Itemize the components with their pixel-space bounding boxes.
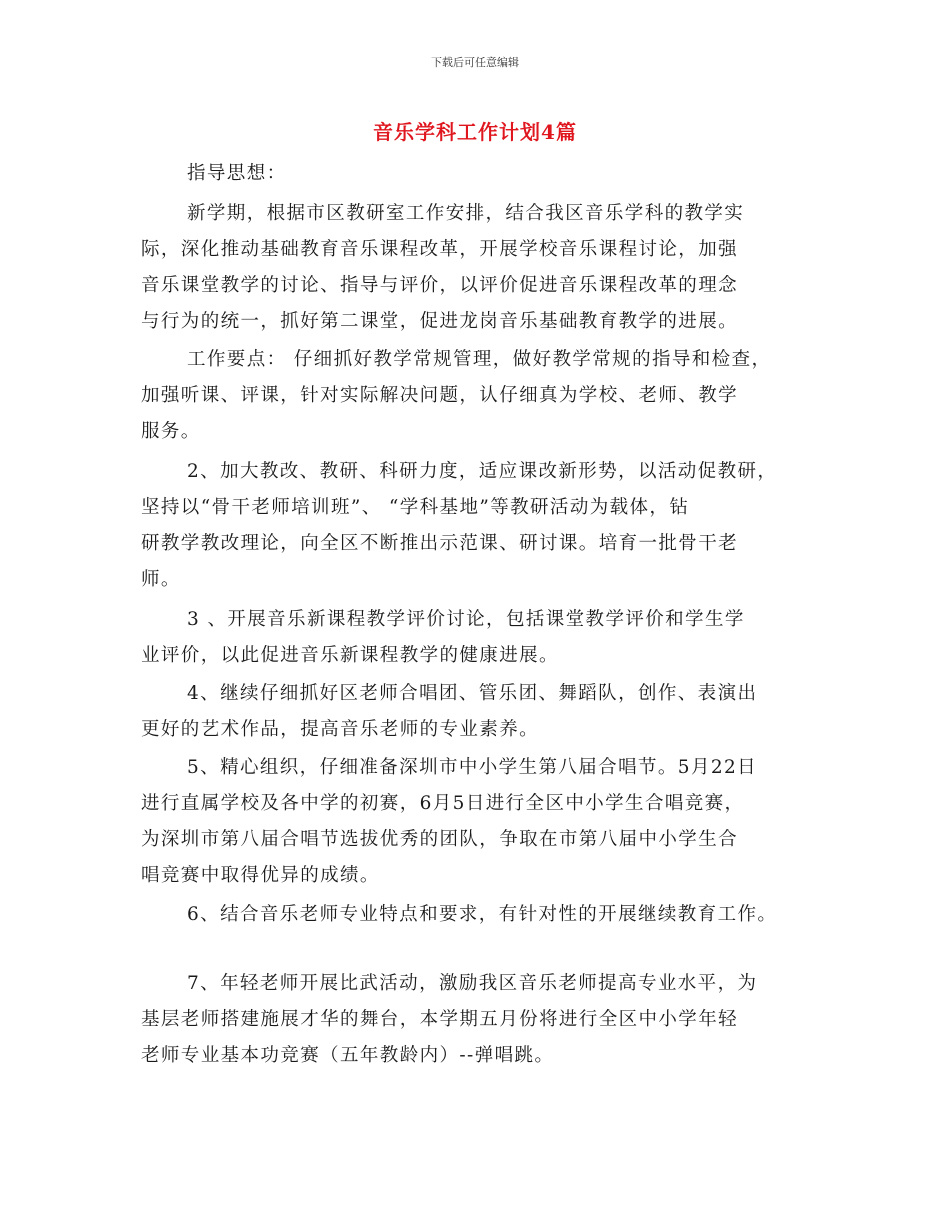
text-line: 老师专业基本功竞赛（五年教龄内）--弹唱跳。: [141, 1045, 555, 1066]
text-line: 际，深化推动基础教育音乐课程改革，开展学校音乐课程讨论，加强: [141, 239, 739, 260]
text-line: 唱竞赛中取得优异的成绩。: [141, 865, 380, 886]
text-line: 指导思想：: [187, 163, 287, 184]
paragraph-guiding-heading: [141, 156, 831, 192]
paragraph-item-6: [141, 897, 831, 933]
text-line: 5、精心组织，仔细准备深圳市中小学生第八届合唱节。5月22日: [187, 757, 758, 778]
text-line: 工作要点： 仔细抓好教学常规管理，做好教学常规的指导和检查，: [187, 349, 772, 370]
paragraph-item-3: [141, 602, 831, 674]
paragraph-guiding-ideas: [141, 196, 831, 340]
text-line: 服务。: [141, 421, 201, 442]
text-line: 进行直属学校及各中学的初赛，6月5日进行全区中小学生合唱竞赛，: [141, 793, 745, 814]
text-line: 加强听课、评课，针对实际解决问题，认仔细真为学校、老师、教学: [141, 385, 739, 406]
paragraph-item-7: [141, 966, 831, 1074]
text-line: 业评价，以此促进音乐新课程教学的健康进展。: [141, 645, 559, 666]
text-line: 3 、开展音乐新课程教学评价讨论，包括课堂教学评价和学生学: [187, 609, 745, 630]
text-line: 新学期，根据市区教研室工作安排，结合我区音乐学科的教学实: [187, 203, 745, 224]
text-line: 6、结合音乐老师专业特点和要求，有针对性的开展继续教育工作。: [187, 904, 778, 925]
text-line: 师。: [141, 569, 181, 590]
text-line: 更好的艺术作品，提高音乐老师的专业素养。: [141, 719, 540, 740]
text-line: 基层老师搭建施展才华的舞台，本学期五月份将进行全区中小学年轻: [141, 1009, 739, 1030]
paragraph-work-points: [141, 342, 831, 450]
text-line: 坚持以“骨干老师培训班”、 “学科基地”等教研活动为载体，钻: [141, 497, 690, 518]
document-title: 音乐学科工作计划4篇: [373, 120, 577, 144]
text-line: 音乐课堂教学的讨论、指导与评价，以评价促进音乐课程改革的理念: [141, 275, 739, 296]
text-line: 研教学教改理论，向全区不断推出示范课、研讨课。培育一批骨干老: [141, 533, 739, 554]
text-line: 2、加大教改、教研、科研力度，适应课改新形势，以活动促教研，: [187, 461, 778, 482]
text-line: 为深圳市第八届合唱节选拔优秀的团队，争取在市第八届中小学生合: [141, 829, 739, 850]
text-line: 4、继续仔细抓好区老师合唱团、管乐团、舞蹈队，创作、表演出: [187, 683, 758, 704]
header-note: 下载后可任意编辑: [431, 56, 519, 69]
text-line: 与行为的统一，抓好第二课堂，促进龙岗音乐基础教育教学的进展。: [141, 311, 739, 332]
paragraph-item-2: [141, 454, 831, 598]
text-line: 7、年轻老师开展比武活动，激励我区音乐老师提高专业水平，为: [187, 973, 758, 994]
paragraph-item-5: [141, 750, 831, 894]
paragraph-item-4: [141, 676, 831, 748]
